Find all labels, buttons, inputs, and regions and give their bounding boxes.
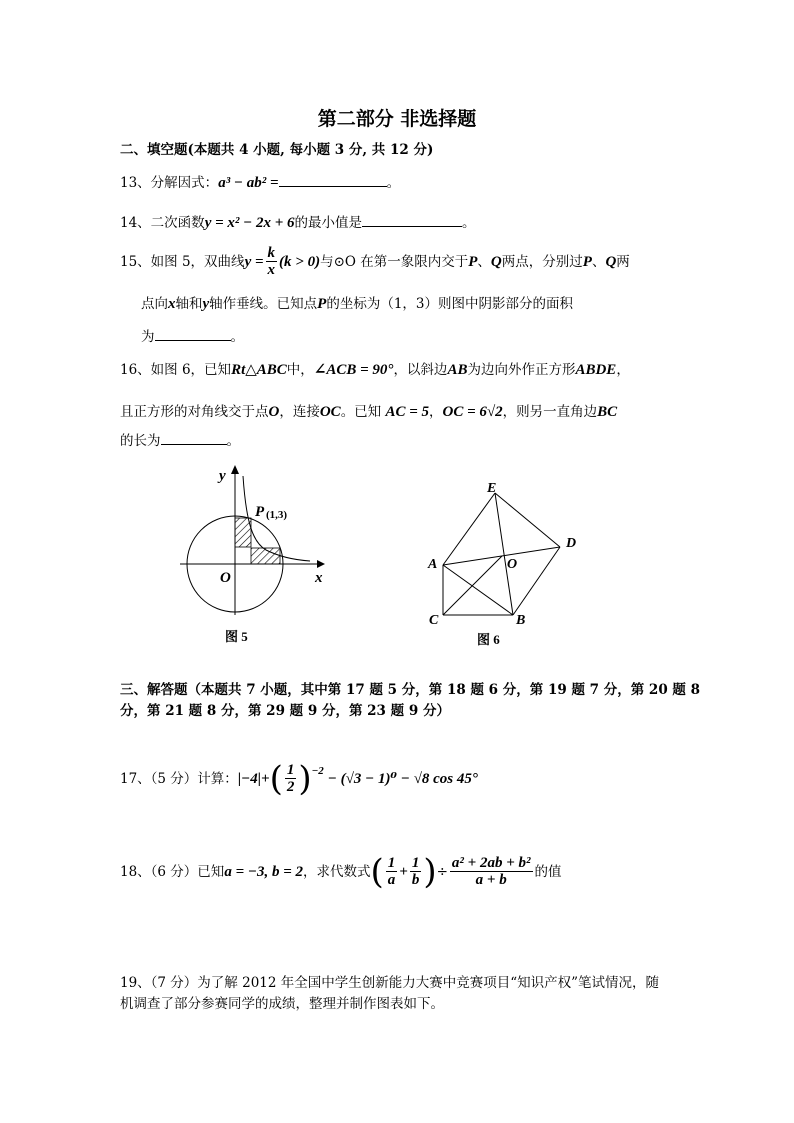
q16-comma: ， [429,404,443,420]
q17-prefix: 17、（5 分）计算： [120,770,238,787]
q16-line2-d: ，则另一直角边 [502,404,598,420]
q18-f3-num: a² + 2ab + b² [451,855,531,871]
q15-Q: Q [490,253,502,270]
q15-prefix: 15、如图 5，双曲线 [120,253,245,270]
fig5-label-x: x [315,570,323,586]
question-16-line-2 [120,403,617,421]
q15-line2-a: 点向 [141,296,168,312]
fig5-label-p-coord: (1,3) [266,509,288,521]
q16-line2-a: 且正方形的对角线交于点 [120,404,269,420]
q14-suffix: 的最小值是 [294,215,363,231]
q18-fraction-2 [410,855,422,888]
q15-P: P [468,253,478,270]
question-19-line-1: 19、（7 分）为了解 2012 年全国中学生创新能力大赛中竞赛项目“知识产权”笔试情况，随 [120,975,660,991]
q16-end3: 。 [226,433,240,449]
q18-div: ÷ [436,863,448,880]
q17-exponent: −2 [311,765,324,777]
fig6-label-o: O [507,557,518,572]
fig5-shaded-rect-q [251,548,280,564]
fig5-label-y: y [219,468,226,484]
q16-end1: ， [616,362,630,378]
q16-ab: AB [447,362,468,378]
q18-prefix: 18、（6 分）已知 [120,863,225,880]
q15-end1: 两 [616,253,630,270]
question-16-line-3 [120,432,240,450]
q15-fraction [266,245,278,278]
q16-bc: BC [597,404,618,420]
q15-y: y = [244,253,264,270]
q15-sep: 、 [477,253,491,270]
fig6-label-b: B [516,613,526,628]
q15-y-axis: y [202,296,210,312]
fig6-edge-db [513,547,560,615]
figure-6-square-triangle [420,470,600,655]
figure-5-circle-hyperbola [170,460,340,660]
fig5-x-arrow [317,560,325,568]
q17-rest: − (√3 − 1)⁰ − √8 cos 45° [327,770,478,787]
q14-answer-blank[interactable] [362,214,462,227]
q15-P2: P [582,253,592,270]
q18-given: a = −3, b = 2 [224,863,303,880]
fig6-label-a: A [428,557,438,572]
question-13 [120,174,400,192]
q13-answer-blank[interactable] [279,174,387,187]
q16-angle: ∠ACB = 90° [313,362,394,378]
q15-sep2: 、 [591,253,606,270]
fig5-y-arrow [231,465,239,474]
q18-f3-den: a + b [475,872,507,888]
q15-frac-den: x [267,262,276,278]
q17-frac-den: 2 [286,779,295,795]
question-15-line-2 [141,295,573,313]
q15-P3: P [317,296,327,312]
q15-end3: 。 [230,329,244,345]
q18-fraction-1 [386,855,398,888]
q16-oc: OC [319,404,341,420]
q17-abs: |−4| [237,770,262,787]
q17-frac-num: 1 [286,762,295,778]
fig5-shaded-rect-p [235,518,251,547]
q15-line2-d: 的坐标为（1，3）则图中阴影部分的面积 [326,296,574,312]
q15-line2-b: 轴和 [175,296,203,312]
q16-oc-value: OC = 6√2 [442,404,503,420]
fig5-label-p: P [255,504,265,520]
q16-line3: 的长为 [120,433,161,449]
q15-answer-blank[interactable] [155,328,231,341]
q13-prefix: 13、分解因式： [120,175,219,191]
q16-ac: AC = 5 [385,404,430,420]
q18-right-paren: ) [423,851,437,892]
q16-answer-blank[interactable] [161,432,227,445]
fig6-diagonal-eb [495,493,513,615]
q16-prefix: 16、如图 6，已知 [120,362,232,378]
q18-f1-den: a [387,872,396,888]
q15-Q2: Q [605,253,617,270]
fig6-label-e: E [487,481,497,496]
question-15-line-3 [141,328,244,346]
fig6-segment-co [443,556,502,615]
question-19-line-2: 机调查了部分参赛同学的成绩，整理并制作图表如下。 [120,996,444,1012]
q16-line2-b: ，连接 [279,404,320,420]
q13-end: 。 [386,175,401,191]
q17-left-paren: ( [269,758,283,799]
q18-mid: ，求代数式 [303,863,371,880]
q18-left-paren: ( [370,851,384,892]
q14-prefix: 14、二次函数 [120,215,205,231]
q16-mid2: ，以斜边 [393,362,448,378]
q18-f1-num: 1 [387,855,396,871]
q18-end: 的值 [534,863,562,880]
q18-f2-num: 1 [411,855,420,871]
q18-f2-den: b [411,872,420,888]
question-15-line-1 [120,245,630,278]
fig5-caption: 图 5 [225,629,248,644]
q14-end: 。 [462,215,476,231]
q15-line3: 为 [141,329,155,345]
q14-expression: y = x² − 2x + 6 [204,215,295,231]
q15-mid1: 与⊙O 在第一象限内交于 [320,253,469,270]
fig6-label-d: D [566,536,577,551]
q16-line2-c: 。已知 [340,404,382,420]
q15-frac-num: k [267,245,276,261]
fig6-edge-ae [443,493,495,565]
question-17 [120,758,478,799]
q17-right-paren: ) [298,758,312,799]
q15-k-condition: (k > 0) [279,253,321,270]
q16-abde: ABDE [575,362,617,378]
fig6-label-c: C [429,613,439,628]
solve-section-heading-line-2: 分，第 21 题 8 分，第 29 题 9 分，第 23 题 9 分） [120,703,450,719]
fig6-edge-ed [495,493,560,547]
q18-fraction-3 [450,855,533,888]
q16-rt: Rt△ABC [231,362,287,378]
fig6-edge-ba [443,565,513,615]
q16-mid3: 为边向外作正方形 [467,362,576,378]
q13-expression: a³ − ab² = [218,175,279,191]
q16-mid1: 中， [286,362,314,378]
q18-plus: + [399,863,408,880]
q16-o: O [268,404,280,420]
page-title: 第二部分 非选择题 [317,108,477,130]
solve-section-heading-line-1: 三、解答题（本题共 7 小题，其中第 17 题 5 分，第 18 题 6 分，第 19 题 7 分，第 20 题 8 [120,682,701,698]
q17-fraction [285,762,297,795]
question-14 [120,214,476,232]
q15-line2-c: 轴作垂线。已知点 [209,296,318,312]
question-18 [120,851,562,892]
q15-x: x [168,296,176,312]
q17-plus: + [261,770,270,787]
fig5-label-o: O [220,570,231,586]
q15-mid2: 两点，分别过 [501,253,583,270]
fill-section-heading: 二、填空题(本题共 4 小题, 每小题 3 分, 共 12 分) [120,142,434,158]
fig6-caption: 图 6 [477,632,500,647]
question-16-line-1 [120,361,630,379]
